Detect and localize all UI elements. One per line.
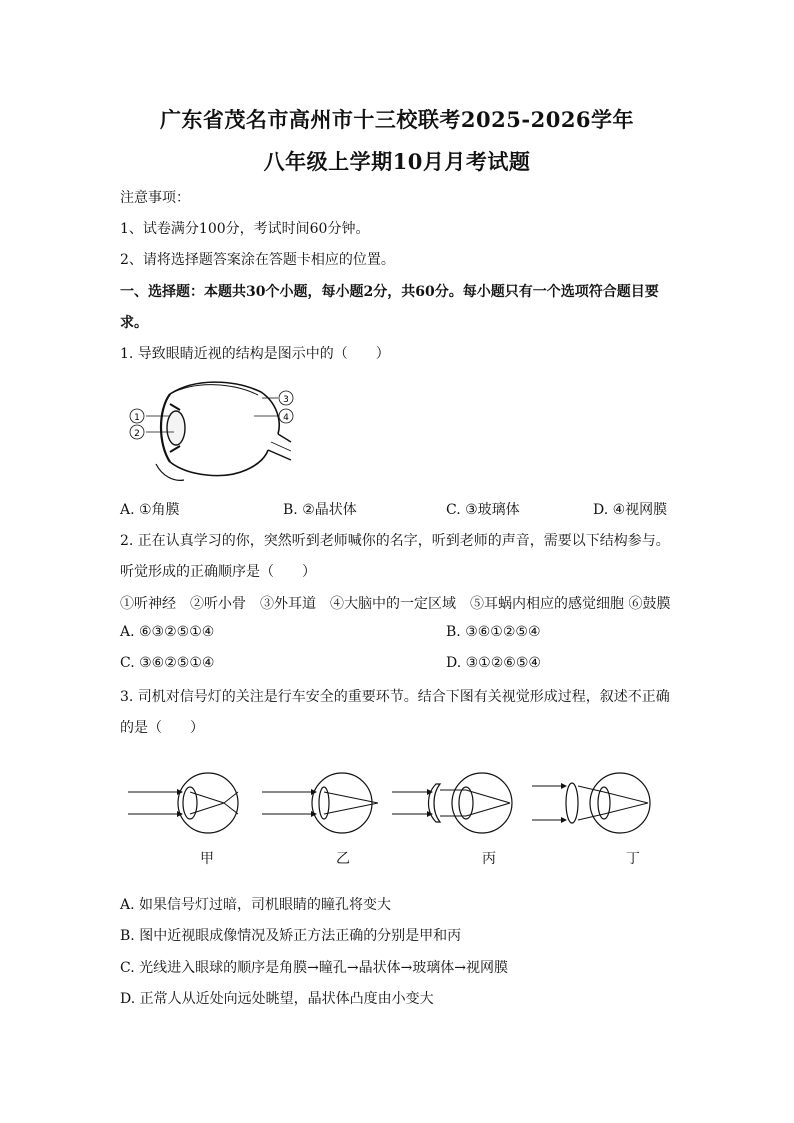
q2-option-d[interactable]: D. ③①②⑥⑤④ [446,655,541,671]
q3-stem-line-1: 3. 司机对信号灯的关注是行车安全的重要环节。结合下图有关视觉形成过程，叙述不正确 [120,689,670,705]
diagram-yi [262,773,378,833]
notice-item-1: 1、试卷满分100分，考试时间60分钟。 [120,221,370,237]
figure-label-2: 2 [134,429,140,439]
q1-stem: 1. 导致眼睛近视的结构是图示中的（ ） [120,346,390,362]
title-line-1: 广东省茂名市高州市十三校联考2025-2026学年 [159,107,635,132]
figure-label-4: 4 [283,413,289,423]
caption-yi: 乙 [336,851,350,867]
notice-heading: 注意事项： [120,190,190,206]
q2-option-b[interactable]: B. ③⑥①②⑤④ [446,624,541,640]
diagram-jia [128,773,238,833]
q2-option-c[interactable]: C. ③⑥②⑤①④ [120,655,215,671]
caption-bing: 丙 [482,851,496,867]
q2-stem-line-1: 2. 正在认真学习的你，突然听到老师喊你的名字，听到老师的声音，需要以下结构参与。 [120,533,670,549]
section-heading-line-2: 求。 [120,315,148,331]
q1-option-d[interactable]: D. ④视网膜 [593,502,668,518]
eye-structure-figure [126,372,306,484]
section-heading-line-1: 一、选择题：本题共30个小题，每小题2分，共60分。每小题只有一个选项符合题目要 [120,284,659,300]
q2-stem-line-2: 听觉形成的正确顺序是（ ） [120,564,316,580]
q3-option-d[interactable]: D. 正常人从近处向远处眺望，晶状体凸度由小变大 [120,991,434,1007]
q2-option-a[interactable]: A. ⑥③②⑤①④ [120,624,215,640]
q1-option-b[interactable]: B. ②晶状体 [283,502,357,518]
q3-option-c[interactable]: C. 光线进入眼球的顺序是角膜→瞳孔→晶状体→玻璃体→视网膜 [120,960,509,976]
caption-ding: 丁 [626,851,640,867]
q2-items: ①听神经 ②听小骨 ③外耳道 ④大脑中的一定区域 ⑤耳蜗内相应的感觉细胞 ⑥鼓膜 [120,596,671,612]
figure-label-1: 1 [134,413,140,423]
vision-diagrams-figure [120,770,680,840]
q3-option-b[interactable]: B. 图中近视眼成像情况及矫正方法正确的分别是甲和丙 [120,928,462,944]
caption-jia: 甲 [200,851,214,867]
diagram-ding [532,773,650,833]
notice-item-2: 2、请将选择题答案涂在答题卡相应的位置。 [120,252,395,268]
title-line-2: 八年级上学期10月月考试题 [263,149,531,174]
diagram-bing [392,773,512,833]
q1-option-a[interactable]: A. ①角膜 [120,502,180,518]
q3-stem-line-2: 的是（ ） [120,720,204,736]
figure-label-3: 3 [283,395,289,405]
q1-option-c[interactable]: C. ③玻璃体 [446,502,520,518]
q3-option-a[interactable]: A. 如果信号灯过暗，司机眼睛的瞳孔将变大 [120,897,392,913]
